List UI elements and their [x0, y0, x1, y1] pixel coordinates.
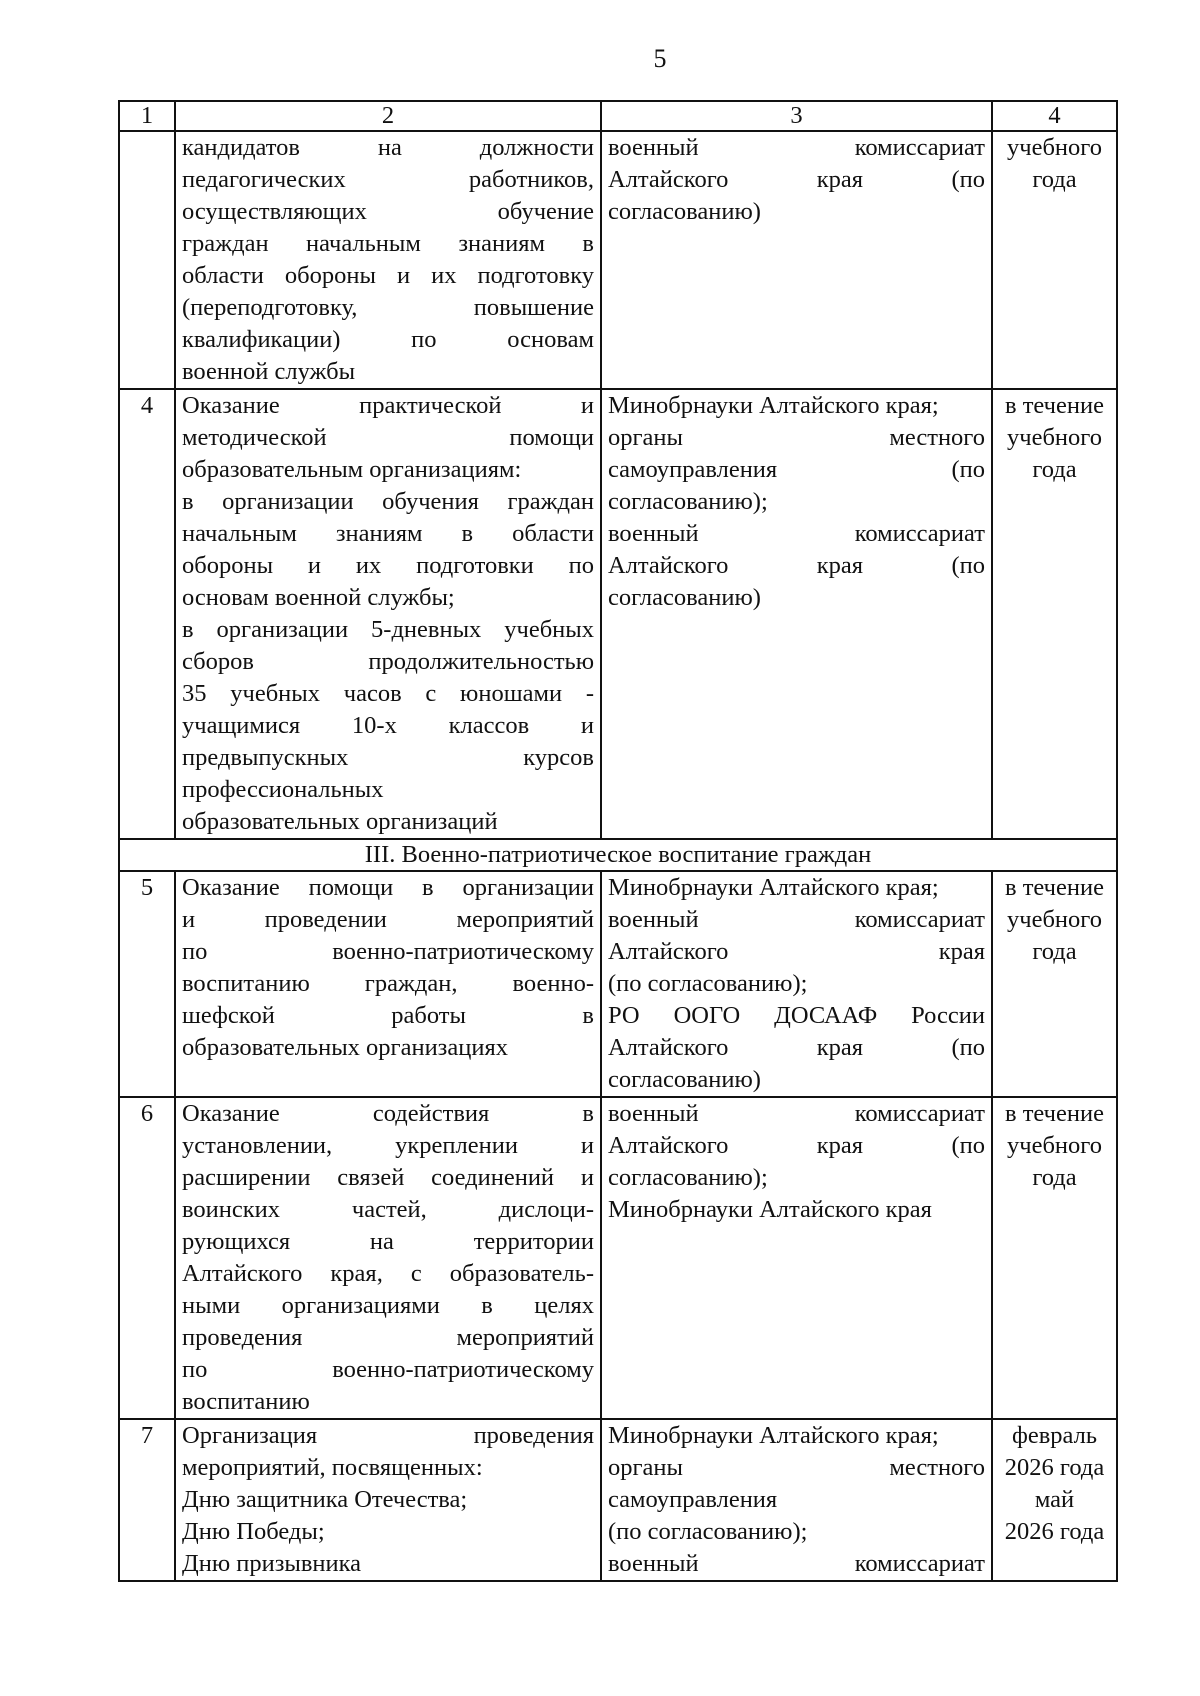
responsible-line: Минобрнауки Алтайского края [608, 1196, 932, 1223]
activity-line: образовательным организациям: [182, 456, 522, 483]
table-row [119, 131, 1117, 389]
header-col-4: 4 [992, 101, 1117, 131]
activity-line: 35 учебных часов с юношами - [182, 680, 594, 707]
deadline-cell [992, 389, 1117, 839]
activity-line: воспитанию [182, 1388, 310, 1415]
activity-line: начальным знаниям в области [182, 520, 594, 547]
deadline-line: февраль [1011, 1422, 1098, 1449]
activity-line: педагогических работников, [182, 166, 594, 193]
page-number: 5 [653, 44, 667, 73]
activity-line: граждан начальным знаниям в [182, 230, 594, 257]
activity-line: Дню Победы; [182, 1518, 325, 1545]
deadline-line: в течение [1005, 874, 1104, 901]
activity-line: методической помощи [182, 424, 594, 451]
deadline-cell [992, 871, 1117, 1097]
deadline-line: учебного [1007, 424, 1102, 451]
activity-cell [175, 1419, 601, 1581]
responsible-cell [601, 389, 992, 839]
activity-line: шефской работы в [182, 1002, 594, 1029]
section-heading-row [119, 839, 1117, 871]
responsible-line: военный комиссариат [608, 1550, 985, 1577]
responsible-line: Минобрнауки Алтайского края; [608, 392, 939, 419]
responsible-line: согласованию); [608, 1164, 768, 1191]
table-row [119, 389, 1117, 839]
table-row [119, 1419, 1117, 1581]
deadline-cell [992, 1097, 1117, 1419]
table-header-row [119, 101, 1117, 131]
activity-line: учащимися 10-х классов и [182, 712, 594, 739]
activity-line: ными организациями в целях [182, 1292, 594, 1319]
plan-table-body [119, 131, 1117, 1581]
responsible-line: органы местного [608, 1454, 985, 1481]
activity-line: проведения мероприятий [182, 1324, 594, 1351]
activity-line: Алтайского края, с образователь- [182, 1260, 594, 1287]
responsible-cell [601, 1097, 992, 1419]
activity-line: мероприятий, посвященных: [182, 1454, 483, 1481]
activity-cell [175, 131, 601, 389]
header-col-1: 1 [119, 101, 175, 131]
activity-cell [175, 389, 601, 839]
responsible-line: Алтайского края (по [608, 1034, 985, 1061]
row-number: 5 [119, 871, 175, 1097]
activity-line: и проведении мероприятий [182, 906, 594, 933]
activity-line: установлении, укреплении и [182, 1132, 594, 1159]
activity-line: основам военной службы; [182, 584, 455, 611]
activity-line: обороны и их подготовки по [182, 552, 594, 579]
activity-line: осуществляющих обучение [182, 198, 594, 225]
activity-line: образовательных организаций [182, 808, 498, 835]
responsible-line: (по согласованию); [608, 970, 808, 997]
responsible-line: военный комиссариат [608, 906, 985, 933]
header-col-3: 3 [601, 101, 992, 131]
activity-line: воспитанию граждан, военно- [182, 970, 594, 997]
deadline-cell [992, 1419, 1117, 1581]
activity-line: Дню защитника Отечества; [182, 1486, 468, 1513]
responsible-line: самоуправления (по [608, 456, 985, 483]
deadline-line: учебного [1007, 134, 1102, 161]
activity-line: в организации обучения граждан [182, 488, 594, 515]
responsible-line: Алтайского края (по [608, 552, 985, 579]
responsible-line: Минобрнауки Алтайского края; [608, 1422, 939, 1449]
responsible-line: Алтайского края (по [608, 1132, 985, 1159]
activity-line: Оказание содействия в [182, 1100, 594, 1127]
activity-line: профессиональных [182, 776, 384, 803]
row-number: 4 [119, 389, 175, 839]
responsible-line: военный комиссариат [608, 1100, 985, 1127]
deadline-line: года [1032, 166, 1077, 193]
activity-line: воинских частей, дислоци- [182, 1196, 594, 1223]
activity-line: Дню призывника [182, 1550, 362, 1577]
responsible-line: органы местного [608, 424, 985, 451]
deadline-line: года [1032, 938, 1077, 965]
activity-line: Организация проведения [182, 1422, 594, 1449]
responsible-line: Алтайского края (по [608, 166, 985, 193]
responsible-line: РО ООГО ДОСААФ России [608, 1002, 985, 1029]
activity-line: сборов продолжительностью [182, 648, 594, 675]
activity-line: квалификации) по основам [182, 326, 594, 353]
table-row [119, 1097, 1117, 1419]
activity-line: по военно-патриотическому [182, 938, 594, 965]
activity-cell [175, 1097, 601, 1419]
activity-line: области обороны и их подготовку [182, 262, 594, 289]
responsible-line: Алтайского края [608, 938, 985, 965]
activity-line: образовательных организациях [182, 1034, 508, 1061]
responsible-line: согласованию) [608, 1066, 761, 1093]
activity-line: военной службы [182, 358, 356, 385]
activity-line: Оказание помощи в организации [182, 874, 594, 901]
responsible-line: согласованию); [608, 488, 768, 515]
responsible-line: самоуправления [608, 1486, 778, 1513]
header-col-2: 2 [175, 101, 601, 131]
deadline-line: учебного [1007, 1132, 1102, 1159]
table-row [119, 871, 1117, 1097]
activity-line: кандидатов на должности [182, 134, 594, 161]
responsible-line: военный комиссариат [608, 134, 985, 161]
responsible-cell [601, 1419, 992, 1581]
responsible-cell [601, 131, 992, 389]
deadline-line: 2026 года [1004, 1518, 1105, 1545]
responsible-line: Минобрнауки Алтайского края; [608, 874, 939, 901]
responsible-line: (по согласованию); [608, 1518, 808, 1545]
responsible-cell [601, 871, 992, 1097]
responsible-line: согласованию) [608, 584, 761, 611]
section-heading: III. Военно-патриотическое воспитание граждан [119, 839, 1117, 871]
activity-line: Оказание практической и [182, 392, 594, 419]
activity-line: рующихся на территории [182, 1228, 594, 1255]
deadline-cell [992, 131, 1117, 389]
activity-line: по военно-патриотическому [182, 1356, 594, 1383]
activity-line: в организации 5-дневных учебных [182, 616, 594, 643]
deadline-line: года [1032, 456, 1077, 483]
deadline-line: учебного [1007, 906, 1102, 933]
activity-cell [175, 871, 601, 1097]
responsible-line: военный комиссариат [608, 520, 985, 547]
responsible-line: согласованию) [608, 198, 761, 225]
deadline-line: 2026 года [1004, 1454, 1105, 1481]
row-number [119, 131, 175, 389]
activity-line: расширении связей соединений и [182, 1164, 594, 1191]
row-number: 6 [119, 1097, 175, 1419]
row-number: 7 [119, 1419, 175, 1581]
activity-line: (переподготовку, повышение [182, 294, 594, 321]
plan-table [118, 100, 1118, 1582]
deadline-line: в течение [1005, 1100, 1104, 1127]
deadline-line: в течение [1005, 392, 1104, 419]
deadline-line: май [1034, 1486, 1075, 1513]
deadline-line: года [1032, 1164, 1077, 1191]
activity-line: предвыпускных курсов [182, 744, 594, 771]
